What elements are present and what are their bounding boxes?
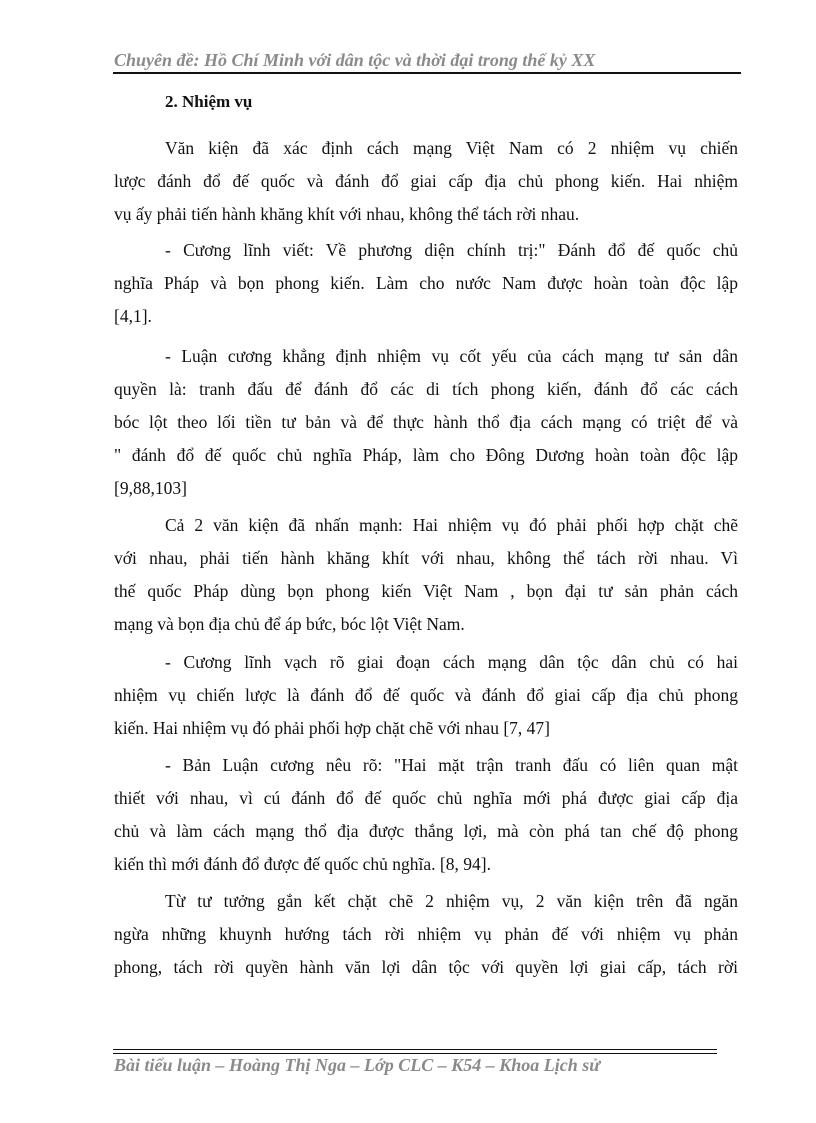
text-line: thiết với nhau, vì cú đánh đổ đế quốc chủ nghĩa mới phá được giai cấp địa (114, 788, 738, 808)
text-line: bóc lột theo lối tiền tư bản và để thực hành thổ địa cách mạng có triệt để và (114, 412, 738, 432)
text-line: chủ và làm cách mạng thổ địa được thắng lợi, mà còn phá tan chế độ phong (114, 821, 738, 841)
text-line: mạng và bọn địa chủ để áp bức, bóc lột Việt Nam. (114, 614, 465, 634)
paragraph (114, 340, 738, 505)
text-line: - Bản Luận cương nêu rõ: "Hai mặt trận tranh đấu có liên quan mật (165, 755, 738, 775)
text-line: nghĩa Pháp và bọn phong kiến. Làm cho nước Nam được hoàn toàn độc lập (114, 273, 738, 293)
text-line: - Luận cương khẳng định nhiệm vụ cốt yếu của cách mạng tư sản dân (165, 346, 738, 366)
text-line: nhiệm vụ chiến lược là đánh đổ đế quốc và đánh đổ giai cấp địa chủ phong (114, 685, 738, 705)
text-line: kiến. Hai nhiệm vụ đó phải phối hợp chặt chẽ với nhau [7, 47] (114, 718, 550, 738)
text-line: " đánh đổ đế quốc chủ nghĩa Pháp, làm cho Đông Dương hoàn toàn độc lập (114, 445, 738, 465)
text-line: với nhau, phải tiến hành khăng khít với nhau, không thể tách rời nhau. Vì (114, 548, 738, 568)
text-line: - Cương lĩnh viết: Về phương diện chính trị:" Đánh đổ đế quốc chủ (165, 240, 738, 260)
text-line: phong, tách rời quyền hành văn lợi dân tộc với quyền lợi giai cấp, tách rời (114, 957, 738, 977)
paragraph (114, 509, 738, 641)
footer-divider (113, 1049, 717, 1054)
running-header: Chuyên đề: Hồ Chí Minh với dân tộc và thời đại trong thế kỷ XX (114, 50, 596, 70)
text-line: - Cương lĩnh vạch rõ giai đoạn cách mạng dân tộc dân chủ có hai (165, 652, 738, 672)
text-line: kiến thì mới đánh đổ được đế quốc chủ nghĩa. [8, 94]. (114, 854, 491, 874)
header-divider (113, 72, 741, 74)
running-footer: Bài tiểu luận – Hoàng Thị Nga – Lớp CLC – K54 – Khoa Lịch sử (114, 1055, 601, 1075)
text-line: ngừa những khuynh hướng tách rời nhiệm vụ phản đế với nhiệm vụ phản (114, 924, 738, 944)
text-line: quyền là: tranh đấu để đánh đổ các di tích phong kiến, đánh đổ các cách (114, 379, 738, 399)
paragraph (114, 885, 738, 984)
text-line: Cả 2 văn kiện đã nhấn mạnh: Hai nhiệm vụ đó phải phối hợp chặt chẽ (165, 515, 738, 535)
text-line: vụ ấy phải tiến hành khăng khít với nhau, không thể tách rời nhau. (114, 204, 580, 224)
text-line: lược đánh đổ đế quốc và đánh đổ giai cấp địa chủ phong kiến. Hai nhiệm (114, 171, 738, 191)
paragraph (114, 749, 738, 881)
text-line: Từ tư tưởng gắn kết chặt chẽ 2 nhiệm vụ, 2 văn kiện trên đã ngăn (165, 891, 738, 911)
text-line: Văn kiện đã xác định cách mạng Việt Nam có 2 nhiệm vụ chiến (165, 138, 738, 158)
text-line: [9,88,103] (114, 478, 187, 498)
text-line: [4,1]. (114, 306, 152, 326)
paragraph (114, 132, 738, 231)
paragraph (114, 234, 738, 333)
paragraph (114, 646, 738, 745)
section-heading: 2. Nhiệm vụ (165, 92, 253, 111)
text-line: thế quốc Pháp dùng bọn phong kiến Việt Nam , bọn đại tư sản phản cách (114, 581, 738, 601)
